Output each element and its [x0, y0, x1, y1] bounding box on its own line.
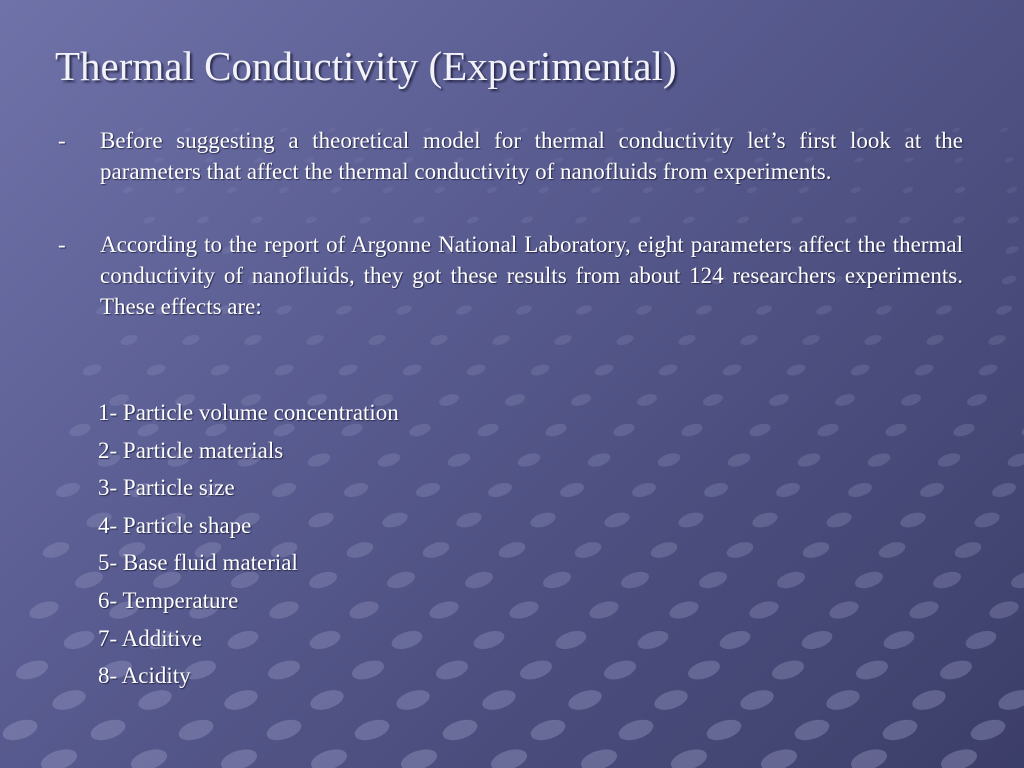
parameter-list	[98, 394, 399, 695]
parameter-item: 2- Particle materials	[98, 437, 284, 463]
parameter-item: 6- Temperature	[98, 587, 239, 613]
bullet-text: Before suggesting a theoretical model for thermal conductivity let’s first look at the parameters that affect the thermal conductivity of nanofluids from experiments.	[100, 128, 963, 184]
parameter-item: 5- Base fluid material	[98, 550, 298, 576]
bullet-dash: -	[58, 128, 66, 153]
bullet-dash: -	[58, 232, 66, 257]
slide-title: Thermal Conductivity (Experimental)	[55, 43, 677, 89]
parameter-item: 7- Additive	[98, 625, 203, 651]
parameter-item: 1- Particle volume concentration	[98, 400, 399, 425]
parameter-item: 4- Particle shape	[98, 512, 252, 538]
parameter-item: 8- Acidity	[98, 663, 191, 689]
bullet-list	[58, 125, 963, 364]
parameter-item: 3- Particle size	[98, 475, 235, 501]
bullet-item	[58, 125, 963, 187]
bullet-item	[58, 229, 963, 322]
bullet-text: According to the report of Argonne National Laboratory, eight parameters affect the thermal conductivity of nanofluids, they got these results from about 124 researchers experiments. These effects are:	[100, 232, 963, 319]
